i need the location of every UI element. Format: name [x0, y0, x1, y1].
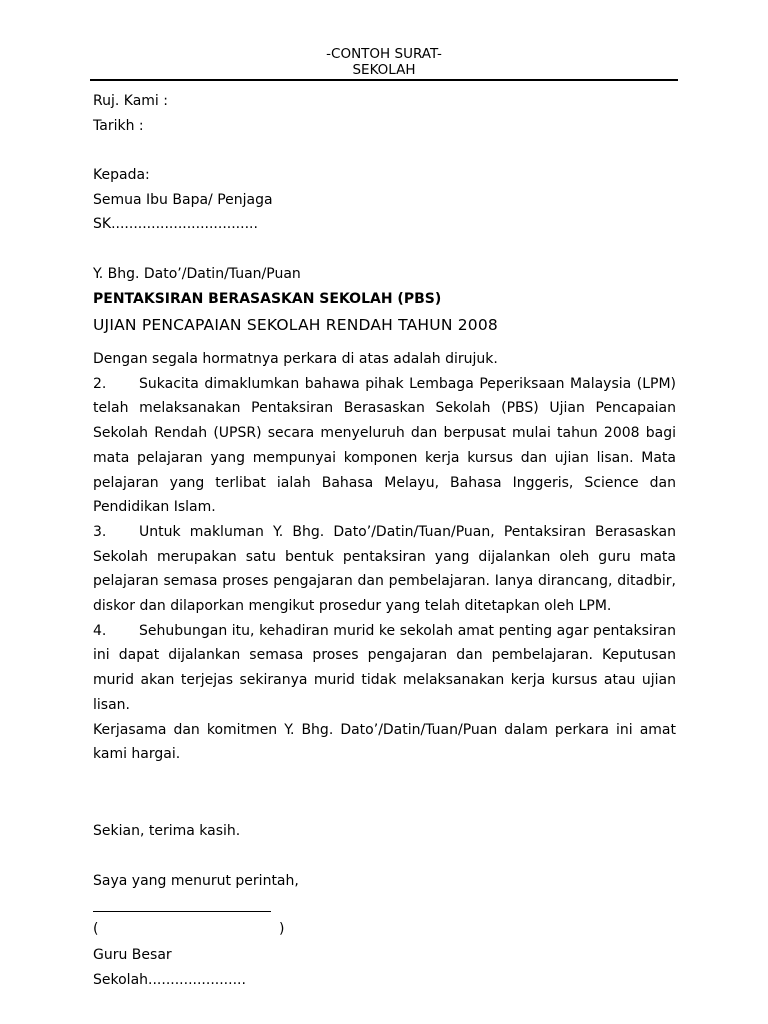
- paragraph-3-number: 3.: [93, 523, 107, 540]
- signatory-school: Sekolah......................: [93, 972, 246, 988]
- header-divider: [90, 79, 678, 81]
- opening-paragraph: Dengan segala hormatnya perkara di atas adalah dirujuk.: [93, 351, 498, 367]
- date-field: Tarikh :: [93, 118, 144, 134]
- paragraph-4: [93, 619, 676, 718]
- salutation: Y. Bhg. Dato’/Datin/Tuan/Puan: [93, 266, 301, 282]
- header-subtitle: SEKOLAH: [352, 62, 416, 78]
- sign-off: Saya yang menurut perintah,: [93, 873, 299, 889]
- reference-number: Ruj. Kami :: [93, 93, 168, 109]
- paragraph-4-number: 4.: [93, 622, 107, 639]
- paragraph-5: Kerjasama dan komitmen Y. Bhg. Dato’/Datin/Tuan/Puan dalam perkara ini amat kami hargai.: [93, 721, 676, 763]
- paragraph-2: [93, 372, 676, 520]
- recipient-school: SK.................................: [93, 216, 258, 232]
- signatory-title: Guru Besar: [93, 947, 172, 963]
- recipient-name: Semua Ibu Bapa/ Penjaga: [93, 192, 273, 208]
- paragraph-2-text: Sukacita dimaklumkan bahawa pihak Lembaga Peperiksaan Malaysia (LPM) telah melaksanakan Pentaksiran Berasaskan Sekolah (PBS) Ujian Pencapaian Sekolah Rendah (UPSR) secara menyeluruh dan berpusat mulai tahun 2008 bagi mata pelajaran yang mempunyai komponen kerja kursus dan ujian lisan. Mata pelajaran yang terlibat ialah Bahasa Melayu, Bahasa Inggeris, Science dan Pendidikan Islam.: [93, 375, 676, 516]
- signatory-name-open: (: [93, 921, 99, 937]
- paragraph-3: [93, 520, 676, 619]
- recipient-label: Kepada:: [93, 167, 150, 183]
- signatory-name-close: ): [279, 921, 285, 937]
- paragraph-3-text: Untuk makluman Y. Bhg. Dato’/Datin/Tuan/Puan, Pentaksiran Berasaskan Sekolah merupakan satu bentuk pentaksiran yang dijalankan oleh guru mata pelajaran semasa proses pengajaran dan pembelajaran. Ianya dirancang, ditadbir, diskor dan dilaporkan mengikut prosedur yang telah ditetapkan oleh LPM.: [93, 523, 676, 615]
- letter-body: [93, 347, 676, 767]
- closing-thanks: Sekian, terima kasih.: [93, 823, 241, 839]
- signature-line: [93, 911, 271, 912]
- paragraph-4-text: Sehubungan itu, kehadiran murid ke sekolah amat penting agar pentaksiran ini dapat dijalankan semasa proses pengajaran dan pembelajaran. Keputusan murid akan terjejas sekiranya murid tidak melaksanakan kerja kursus atau ujian lisan.: [93, 622, 676, 713]
- header-title: -CONTOH SURAT-: [326, 46, 442, 62]
- paragraph-2-number: 2.: [93, 375, 107, 392]
- subject-line-1: PENTAKSIRAN BERASASKAN SEKOLAH (PBS): [93, 291, 442, 307]
- letter-header: [90, 46, 678, 78]
- subject-line-2: UJIAN PENCAPAIAN SEKOLAH RENDAH TAHUN 2008: [93, 316, 498, 334]
